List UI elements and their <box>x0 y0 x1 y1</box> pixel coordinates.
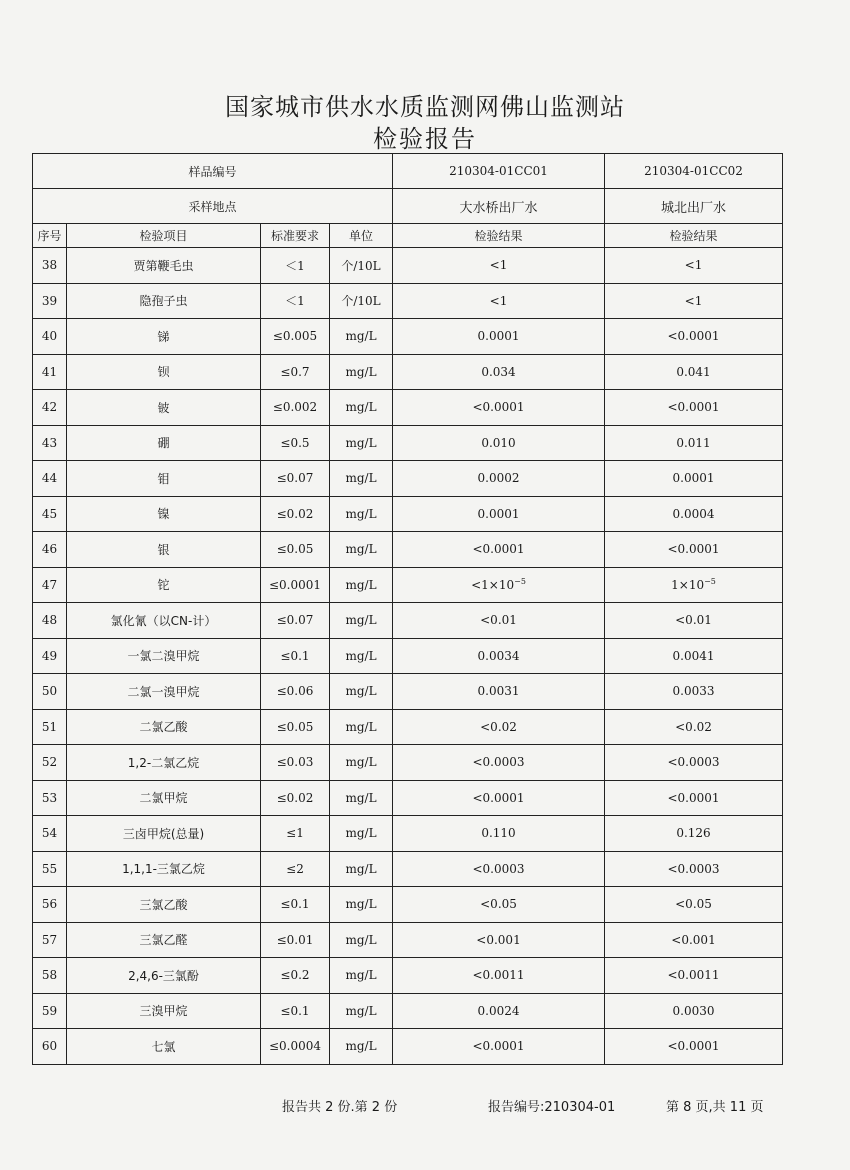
unit: mg/L <box>330 887 393 923</box>
test-item: 锑 <box>67 319 261 355</box>
result-1: <0.0001 <box>393 390 605 426</box>
report-org-title: 国家城市供水水质监测网佛山监测站 <box>225 93 625 121</box>
standard-requirement: ≤0.1 <box>261 638 330 674</box>
table-row <box>33 496 783 532</box>
result-1: 0.0001 <box>393 496 605 532</box>
unit: mg/L <box>330 709 393 745</box>
standard-requirement: ≤0.02 <box>261 496 330 532</box>
result-2: 0.0004 <box>605 496 783 532</box>
test-item: 2,4,6-三氯酚 <box>67 958 261 994</box>
standard-requirement: ≤0.07 <box>261 603 330 639</box>
unit: mg/L <box>330 780 393 816</box>
result-1: <0.001 <box>393 922 605 958</box>
result-2: $1\times 10^{-5}$ <box>605 567 783 603</box>
unit: mg/L <box>330 922 393 958</box>
test-item: 三氯乙醛 <box>67 922 261 958</box>
unit: mg/L <box>330 816 393 852</box>
result-2: <1 <box>605 283 783 319</box>
result-2: 0.041 <box>605 354 783 390</box>
column-header-row <box>33 224 783 248</box>
standard-requirement: ≤2 <box>261 851 330 887</box>
test-item: 镍 <box>67 496 261 532</box>
unit: mg/L <box>330 390 393 426</box>
result-2: <0.001 <box>605 922 783 958</box>
unit: mg/L <box>330 496 393 532</box>
test-item: 钼 <box>67 461 261 497</box>
row-number: 52 <box>33 745 67 781</box>
col-header-result-1: 检验结果 <box>393 224 605 248</box>
test-item: 钡 <box>67 354 261 390</box>
row-number: 44 <box>33 461 67 497</box>
location-label: 采样地点 <box>33 189 393 224</box>
standard-requirement: ＜1 <box>261 283 330 319</box>
row-number: 57 <box>33 922 67 958</box>
sample-id-1: 210304-01CC01 <box>393 154 605 189</box>
table-row <box>33 887 783 923</box>
test-item: 三氯乙酸 <box>67 887 261 923</box>
table-row <box>33 319 783 355</box>
table-row <box>33 745 783 781</box>
standard-requirement: ≤1 <box>261 816 330 852</box>
unit: mg/L <box>330 851 393 887</box>
col-header-standard: 标准要求 <box>261 224 330 248</box>
standard-requirement: ≤0.0004 <box>261 1029 330 1065</box>
result-1: <0.01 <box>393 603 605 639</box>
result-1: 0.034 <box>393 354 605 390</box>
row-number: 45 <box>33 496 67 532</box>
result-2: 0.0041 <box>605 638 783 674</box>
test-item: 氯化氰（以CN-计） <box>67 603 261 639</box>
sample-id-row <box>33 154 783 189</box>
table-row <box>33 780 783 816</box>
results-table <box>32 153 783 1065</box>
result-1: <0.0003 <box>393 745 605 781</box>
test-item: 硼 <box>67 425 261 461</box>
test-item: 七氯 <box>67 1029 261 1065</box>
table-row <box>33 354 783 390</box>
unit: mg/L <box>330 958 393 994</box>
table-row <box>33 425 783 461</box>
standard-requirement: ≤0.5 <box>261 425 330 461</box>
standard-requirement: ≤0.05 <box>261 709 330 745</box>
row-number: 41 <box>33 354 67 390</box>
standard-requirement: ＜1 <box>261 248 330 284</box>
result-1: 0.0002 <box>393 461 605 497</box>
unit: 个/10L <box>330 283 393 319</box>
row-number: 59 <box>33 993 67 1029</box>
unit: mg/L <box>330 638 393 674</box>
result-2: <0.0001 <box>605 532 783 568</box>
table-row <box>33 248 783 284</box>
result-2: <0.0001 <box>605 780 783 816</box>
row-number: 54 <box>33 816 67 852</box>
table-row <box>33 958 783 994</box>
standard-requirement: ≤0.01 <box>261 922 330 958</box>
location-1: 大水桥出厂水 <box>393 189 605 224</box>
test-item: 二氯甲烷 <box>67 780 261 816</box>
result-1: <1 <box>393 283 605 319</box>
result-1: <0.0001 <box>393 532 605 568</box>
result-2: <0.05 <box>605 887 783 923</box>
report-subtitle: 检验报告 <box>373 125 477 153</box>
result-2: 0.0001 <box>605 461 783 497</box>
result-2: <0.02 <box>605 709 783 745</box>
unit: 个/10L <box>330 248 393 284</box>
table-row <box>33 603 783 639</box>
test-item: 1,2-二氯乙烷 <box>67 745 261 781</box>
table-row <box>33 709 783 745</box>
row-number: 47 <box>33 567 67 603</box>
result-2: <0.01 <box>605 603 783 639</box>
row-number: 55 <box>33 851 67 887</box>
table-row <box>33 638 783 674</box>
test-item: 三溴甲烷 <box>67 993 261 1029</box>
test-item: 铊 <box>67 567 261 603</box>
standard-requirement: ≤0.0001 <box>261 567 330 603</box>
row-number: 50 <box>33 674 67 710</box>
unit: mg/L <box>330 567 393 603</box>
result-2: <1 <box>605 248 783 284</box>
result-2-exponent: −5 <box>704 577 716 587</box>
test-item: 三卤甲烷(总量) <box>67 816 261 852</box>
result-1: $<1\times 10^{-5}$ <box>393 567 605 603</box>
test-item: 1,1,1-三氯乙烷 <box>67 851 261 887</box>
table-row <box>33 993 783 1029</box>
result-1: <0.0001 <box>393 780 605 816</box>
result-1: 0.0031 <box>393 674 605 710</box>
standard-requirement: ≤0.005 <box>261 319 330 355</box>
unit: mg/L <box>330 1029 393 1065</box>
result-1: <0.02 <box>393 709 605 745</box>
row-number: 42 <box>33 390 67 426</box>
standard-requirement: ≤0.002 <box>261 390 330 426</box>
result-2: 0.126 <box>605 816 783 852</box>
result-2: 0.0030 <box>605 993 783 1029</box>
test-item: 二氯一溴甲烷 <box>67 674 261 710</box>
standard-requirement: ≤0.1 <box>261 887 330 923</box>
unit: mg/L <box>330 461 393 497</box>
table-row <box>33 851 783 887</box>
unit: mg/L <box>330 603 393 639</box>
result-1: <0.05 <box>393 887 605 923</box>
table-row <box>33 816 783 852</box>
result-1: <0.0011 <box>393 958 605 994</box>
result-1: 0.0024 <box>393 993 605 1029</box>
standard-requirement: ≤0.07 <box>261 461 330 497</box>
unit: mg/L <box>330 532 393 568</box>
result-2: 0.0033 <box>605 674 783 710</box>
result-1: <0.0001 <box>393 1029 605 1065</box>
standard-requirement: ≤0.06 <box>261 674 330 710</box>
standard-requirement: ≤0.2 <box>261 958 330 994</box>
result-1: <0.0003 <box>393 851 605 887</box>
table-row <box>33 461 783 497</box>
result-2: <0.0001 <box>605 390 783 426</box>
table-row <box>33 567 783 603</box>
standard-requirement: ≤0.02 <box>261 780 330 816</box>
sample-id-2: 210304-01CC02 <box>605 154 783 189</box>
col-header-no: 序号 <box>33 224 67 248</box>
row-number: 38 <box>33 248 67 284</box>
row-number: 58 <box>33 958 67 994</box>
table-row <box>33 922 783 958</box>
standard-requirement: ≤0.05 <box>261 532 330 568</box>
footer-page: 第 8 页,共 11 页 <box>666 1100 764 1115</box>
row-number: 46 <box>33 532 67 568</box>
row-number: 43 <box>33 425 67 461</box>
result-1: 0.0001 <box>393 319 605 355</box>
col-header-unit: 单位 <box>330 224 393 248</box>
result-2: <0.0011 <box>605 958 783 994</box>
row-number: 49 <box>33 638 67 674</box>
row-number: 60 <box>33 1029 67 1065</box>
unit: mg/L <box>330 354 393 390</box>
result-1: <1 <box>393 248 605 284</box>
unit: mg/L <box>330 425 393 461</box>
table-row <box>33 283 783 319</box>
footer-report-no: 报告编号:210304-01 <box>488 1100 616 1115</box>
table-row <box>33 390 783 426</box>
test-item: 隐孢子虫 <box>67 283 261 319</box>
row-number: 40 <box>33 319 67 355</box>
result-1-exponent: −5 <box>514 577 526 587</box>
table-row <box>33 674 783 710</box>
sample-id-label: 样品编号 <box>33 154 393 189</box>
result-2: <0.0003 <box>605 851 783 887</box>
unit: mg/L <box>330 993 393 1029</box>
test-item: 铍 <box>67 390 261 426</box>
result-1: 0.010 <box>393 425 605 461</box>
row-number: 56 <box>33 887 67 923</box>
test-item: 二氯乙酸 <box>67 709 261 745</box>
unit: mg/L <box>330 674 393 710</box>
unit: mg/L <box>330 745 393 781</box>
table-row <box>33 532 783 568</box>
result-2: <0.0001 <box>605 1029 783 1065</box>
result-2: <0.0001 <box>605 319 783 355</box>
result-1: 0.110 <box>393 816 605 852</box>
row-number: 51 <box>33 709 67 745</box>
location-2: 城北出厂水 <box>605 189 783 224</box>
unit: mg/L <box>330 319 393 355</box>
col-header-result-2: 检验结果 <box>605 224 783 248</box>
standard-requirement: ≤0.7 <box>261 354 330 390</box>
standard-requirement: ≤0.1 <box>261 993 330 1029</box>
result-1: 0.0034 <box>393 638 605 674</box>
table-row <box>33 1029 783 1065</box>
col-header-item: 检验项目 <box>67 224 261 248</box>
test-item: 贾第鞭毛虫 <box>67 248 261 284</box>
row-number: 39 <box>33 283 67 319</box>
row-number: 48 <box>33 603 67 639</box>
row-number: 53 <box>33 780 67 816</box>
location-row <box>33 189 783 224</box>
footer-copies: 报告共 2 份.第 2 份 <box>282 1100 398 1115</box>
result-2: 0.011 <box>605 425 783 461</box>
test-item: 银 <box>67 532 261 568</box>
result-2: <0.0003 <box>605 745 783 781</box>
test-item: 一氯二溴甲烷 <box>67 638 261 674</box>
standard-requirement: ≤0.03 <box>261 745 330 781</box>
